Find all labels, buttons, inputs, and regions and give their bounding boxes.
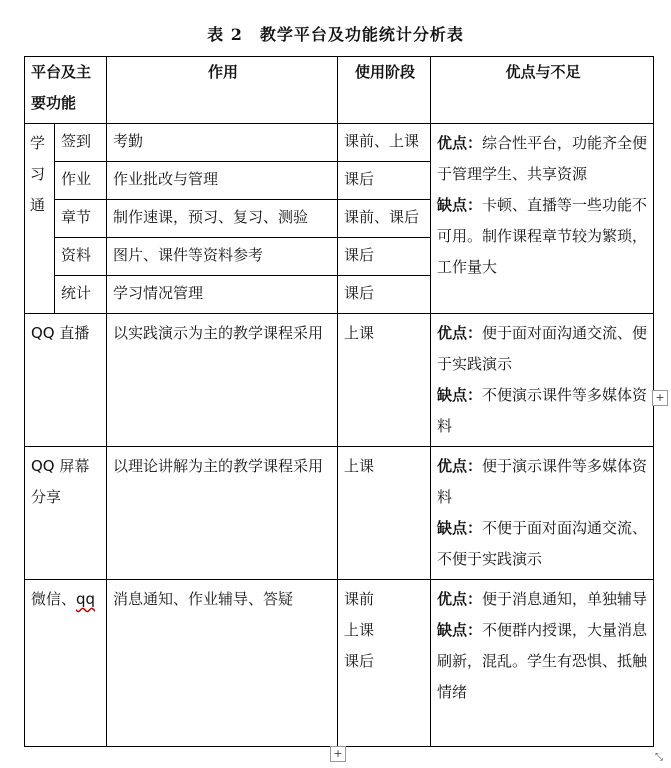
pros-text: 便于消息通知，单独辅导: [482, 590, 648, 608]
cons-label: 缺点：: [437, 621, 483, 639]
pros-cons-qq-share: [431, 447, 654, 580]
stage-cell: 课后: [338, 162, 431, 200]
pros-text: 便于面对面沟通交流、便于实践演示: [437, 324, 648, 373]
pros-label: 优点：: [437, 134, 483, 152]
stage-cell: 课前、上课: [338, 124, 431, 162]
use-cell: 消息通知、作业辅导、答疑: [107, 580, 338, 747]
use-cell: 制作速课，预习、复习、测验: [107, 200, 338, 238]
table-caption: 表 2 教学平台及功能统计分析表: [207, 25, 464, 44]
header-pros-cons: 优点与不足: [431, 57, 654, 124]
pros-label: 优点：: [437, 457, 483, 475]
platform-wechat-qq: [25, 580, 107, 747]
stage-cell: 课后: [338, 276, 431, 314]
header-platform: 平台及主要功能: [25, 57, 107, 124]
resize-handle-icon[interactable]: ⤡: [655, 752, 663, 763]
use-cell: 作业批改与管理: [107, 162, 338, 200]
add-column-button[interactable]: +: [652, 390, 668, 406]
use-cell: 以理论讲解为主的教学课程采用: [107, 447, 338, 580]
stage-cell: 上课: [338, 314, 431, 447]
function-cell: 作业: [55, 162, 107, 200]
use-cell: 图片、课件等资料参考: [107, 238, 338, 276]
table-row: [25, 447, 654, 580]
pros-text: 便于演示课件等多媒体资料: [437, 457, 648, 506]
function-cell: 统计: [55, 276, 107, 314]
add-row-button[interactable]: +: [330, 746, 346, 762]
pros-cons-wechat: [431, 580, 654, 747]
pros-cons-qq-live: [431, 314, 654, 447]
platform-qq-live: QQ 直播: [25, 314, 107, 447]
pros-label: 优点：: [437, 324, 483, 342]
cons-text: 不便群内授课，大量消息刷新，混乱。学生有恐惧、抵触情绪: [437, 621, 648, 701]
pros-cons-xuexitong: [431, 124, 654, 314]
header-stage: 使用阶段: [338, 57, 431, 124]
table-row: [25, 124, 654, 162]
function-cell: 资料: [55, 238, 107, 276]
platform-qq-label: qq: [76, 590, 96, 608]
cons-text: 不便于面对面沟通交流、不便于实践演示: [437, 519, 648, 568]
stage-cell: [338, 580, 431, 747]
function-cell: 签到: [55, 124, 107, 162]
stage-cell: 上课: [338, 447, 431, 580]
table-row: [25, 580, 654, 747]
header-use: 作用: [107, 57, 338, 124]
cons-label: 缺点：: [437, 196, 483, 214]
stage-cell: 课前、课后: [338, 200, 431, 238]
pros-label: 优点：: [437, 590, 483, 608]
function-cell: 章节: [55, 200, 107, 238]
stage-cell: 课后: [338, 238, 431, 276]
platform-qq-share: QQ 屏幕分享: [25, 447, 107, 580]
stage-line: 上课: [344, 621, 375, 639]
cons-text: 不便演示课件等多媒体资料: [437, 386, 648, 435]
use-cell: 学习情况管理: [107, 276, 338, 314]
platform-wechat-label: 微信、: [31, 590, 77, 608]
use-cell: 考勤: [107, 124, 338, 162]
cons-label: 缺点：: [437, 519, 483, 537]
pros-text: 综合性平台，功能齐全便于管理学生、共享资源: [437, 134, 648, 183]
table-row: [25, 314, 654, 447]
cons-text: 卡顿、直播等一些功能不可用。制作课程章节较为繁琐，工作量大: [437, 196, 648, 276]
stage-line: 课前: [344, 590, 375, 608]
platform-xuexitong: 学习通: [25, 124, 55, 314]
use-cell: 以实践演示为主的教学课程采用: [107, 314, 338, 447]
cons-label: 缺点：: [437, 386, 483, 404]
stage-line: 课后: [344, 652, 375, 670]
header-row: [25, 57, 654, 124]
platform-table: [24, 56, 654, 747]
